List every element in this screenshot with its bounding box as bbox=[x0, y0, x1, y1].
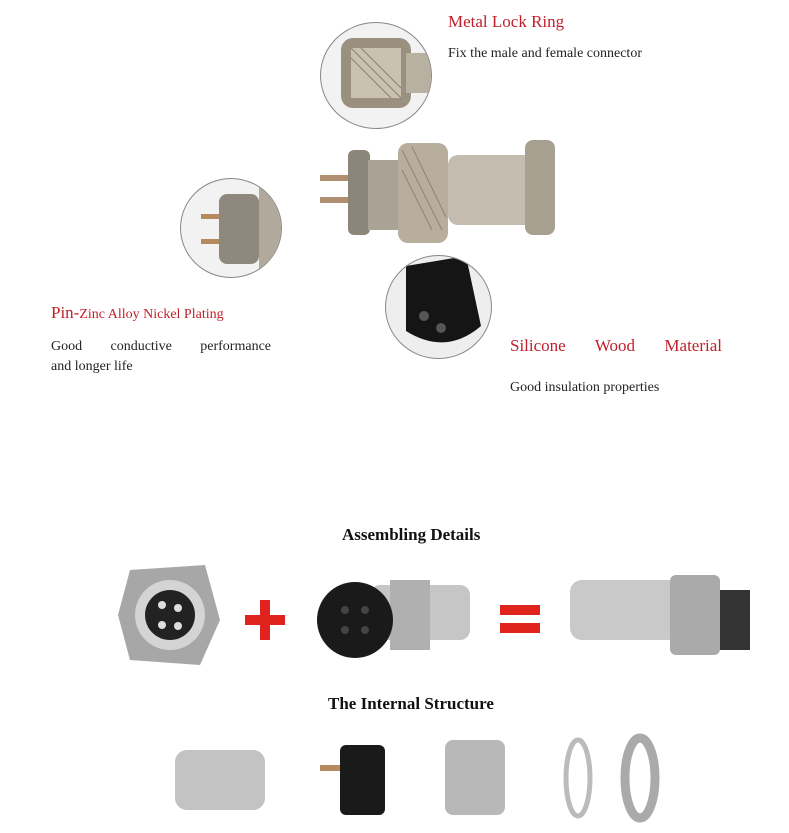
silicone-closeup-image bbox=[385, 255, 492, 359]
pin-desc-line2: and longer life bbox=[51, 359, 133, 374]
silicone-title: Silicone Wood Material bbox=[510, 336, 722, 355]
pin-desc bbox=[51, 337, 271, 377]
assembled-connector-image bbox=[560, 560, 760, 670]
lock-ring-closeup-image bbox=[320, 22, 432, 129]
male-socket-image bbox=[110, 560, 230, 670]
connector-main-image bbox=[310, 125, 570, 255]
pin-title-rest: Zinc Alloy Nickel Plating bbox=[79, 307, 224, 322]
pin-desc-line1: Good conductive performance bbox=[51, 339, 271, 354]
assembling-heading: Assembling Details bbox=[342, 525, 481, 544]
female-plug-image bbox=[310, 565, 480, 665]
silicone-desc: Good insulation properties bbox=[510, 380, 660, 395]
lock-ring-title: Metal Lock Ring bbox=[448, 12, 565, 31]
lock-ring-desc: Fix the male and female connector bbox=[448, 46, 642, 61]
internal-parts-image bbox=[170, 730, 670, 825]
pin-closeup-image bbox=[180, 178, 282, 278]
pin-title-prefix: Pin- bbox=[51, 303, 80, 322]
internal-structure-heading: The Internal Structure bbox=[328, 694, 494, 713]
pin-title bbox=[51, 303, 224, 323]
